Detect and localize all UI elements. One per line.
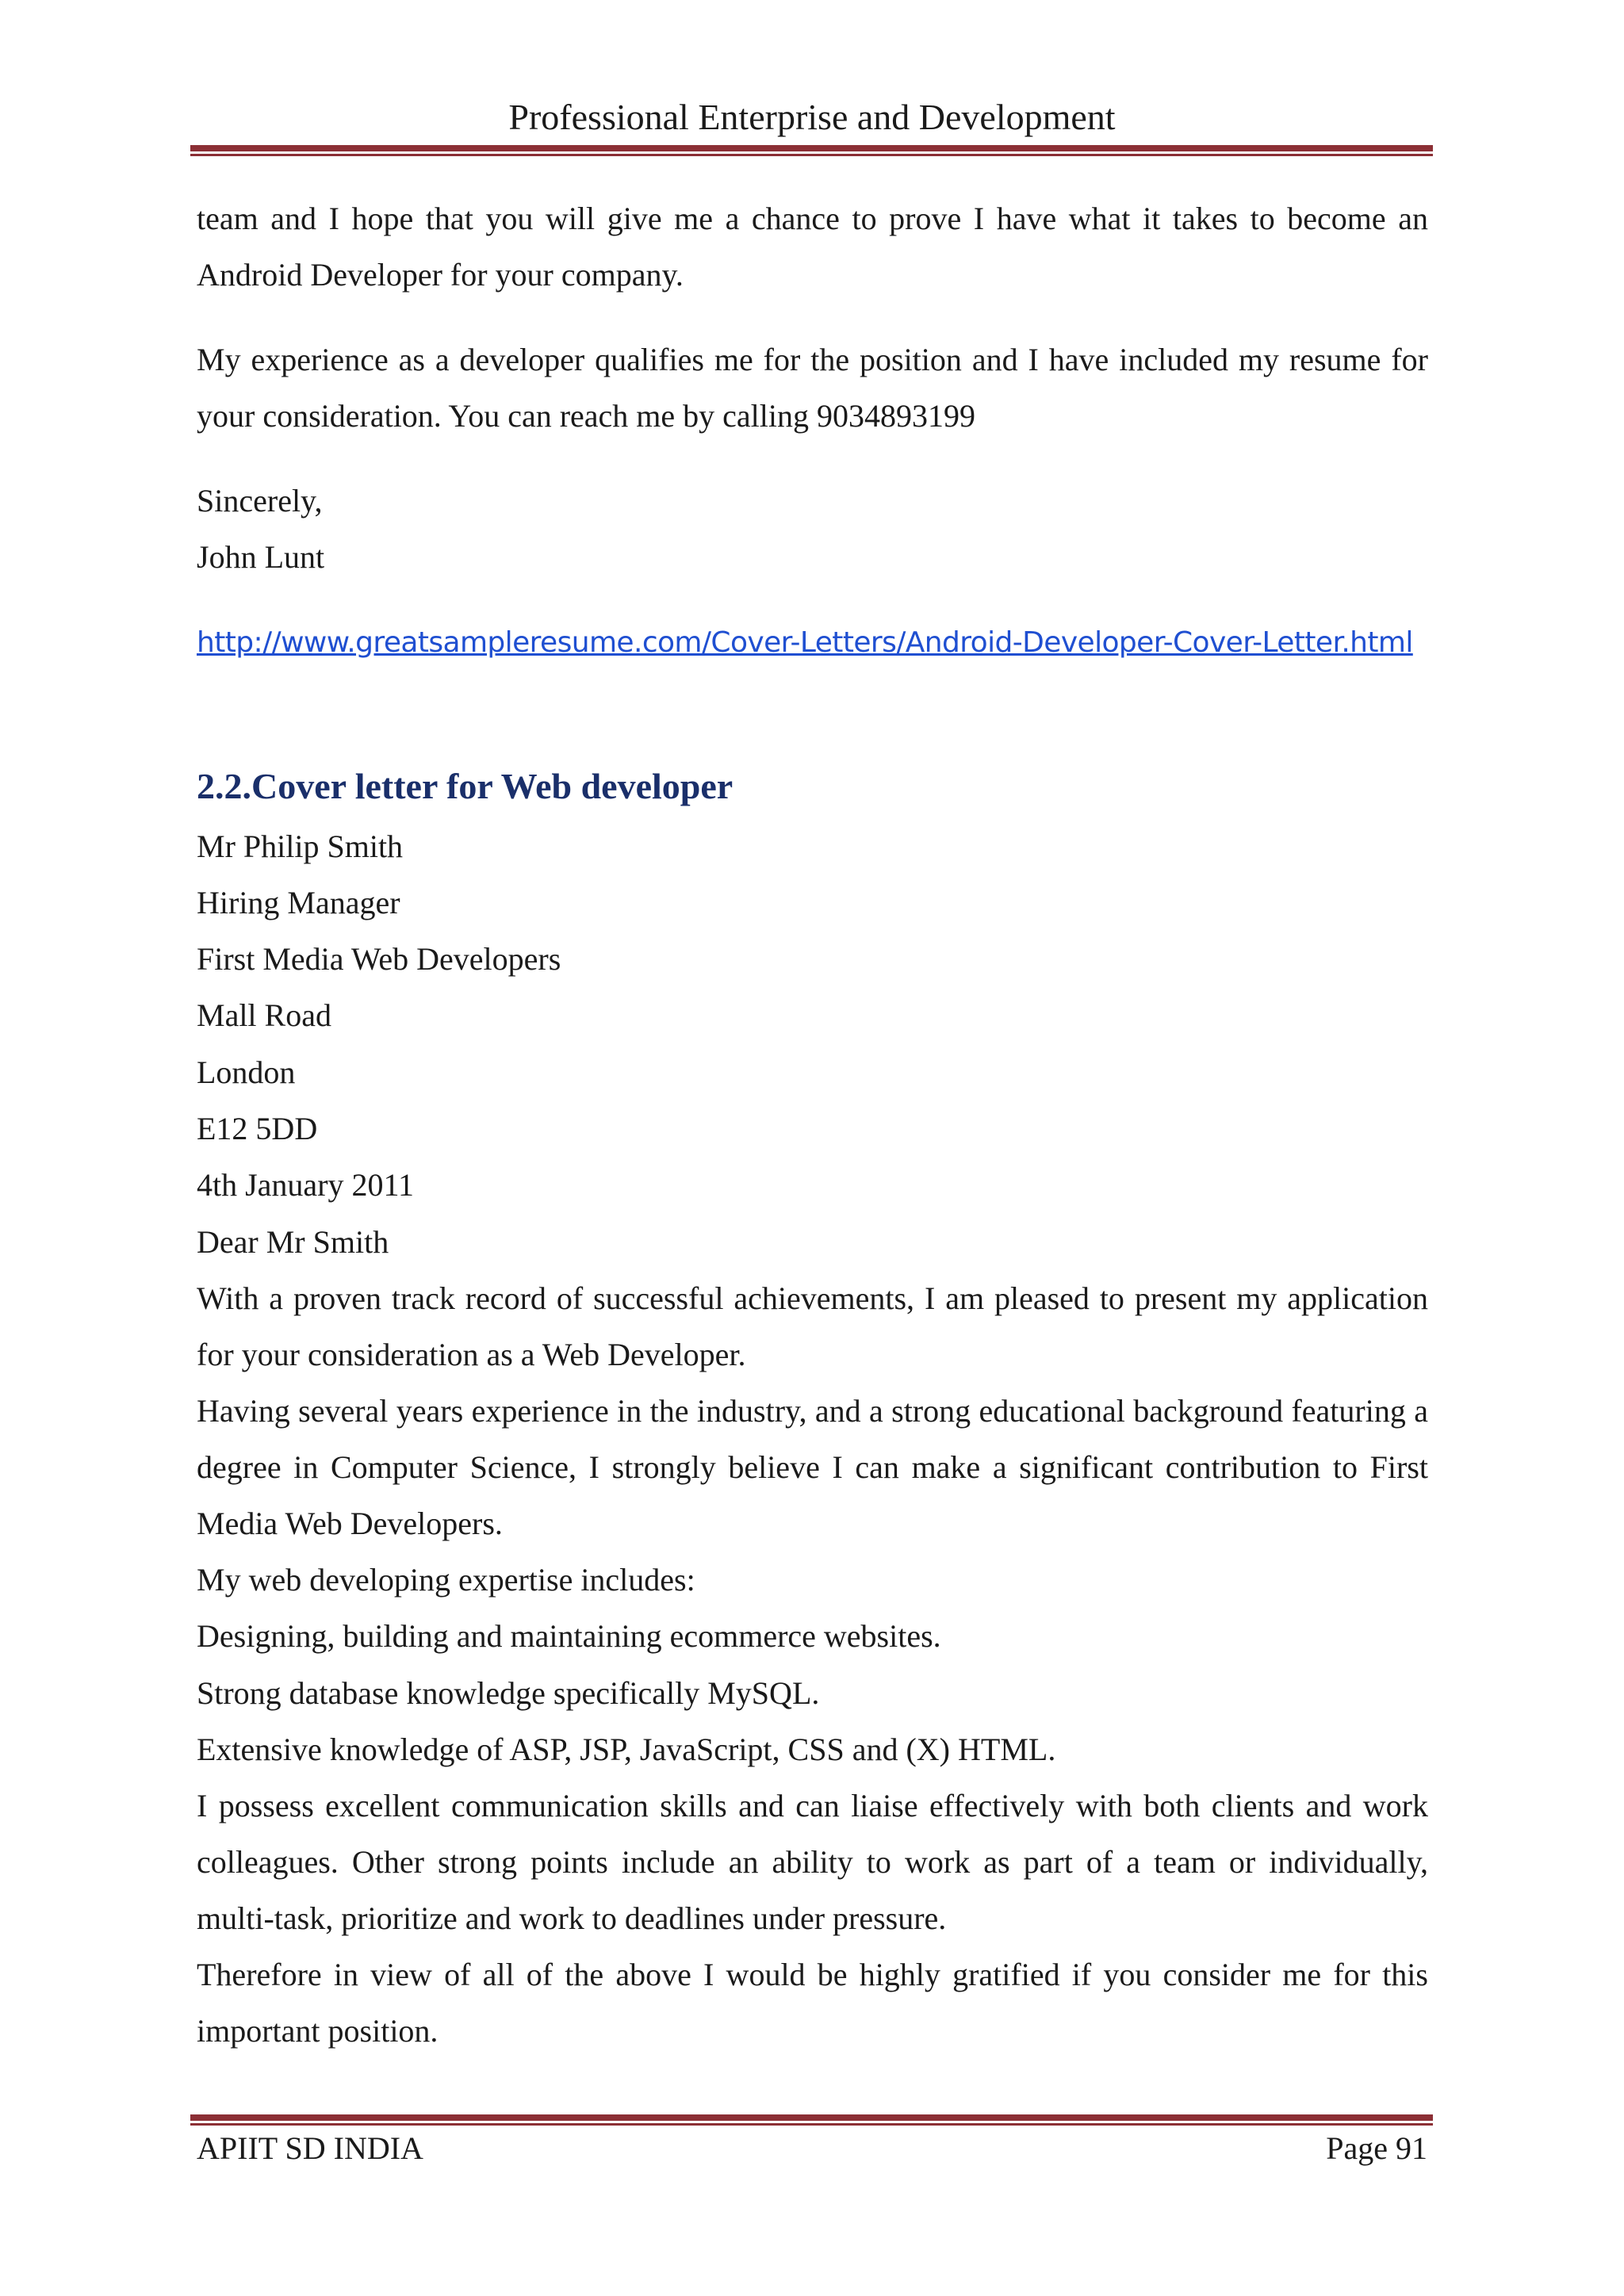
footer-rule — [190, 2114, 1433, 2126]
source-link[interactable]: http://www.greatsampleresume.com/Cover-Letters/Android-Developer-Cover-Letter.html — [197, 626, 1413, 659]
page-body — [197, 190, 1428, 2059]
page-number: Page 91 — [1326, 2130, 1427, 2166]
section-heading: 2.2.Cover letter for Web developer — [197, 765, 733, 806]
address-line: London — [197, 1054, 296, 1090]
header-rule — [190, 145, 1433, 156]
letter2-paragraph-3: I possess excellent communication skills and can liaise effectively with both clients and work colleagues. Other strong points include an ability to work as part of a team or individually, multi-task, prioritize and work to deadlines under pressure. — [197, 1788, 1428, 1937]
address-line: Hiring Manager — [197, 884, 400, 920]
address-line: Mr Philip Smith — [197, 828, 404, 864]
letter1-signature: John Lunt — [197, 539, 325, 576]
letter2-address-block — [197, 818, 1428, 1270]
letter1-closing: Sincerely, — [197, 483, 323, 519]
expertise-intro: My web developing expertise includes: — [197, 1561, 695, 1598]
letter2-paragraph-2: Having several years experience in the industry, and a strong educational background featuring a degree in Computer Science, I strongly believe I can make a significant contribution to First Media Web Developers. — [197, 1392, 1428, 1541]
letter2-paragraph-4: Therefore in view of all of the above I would be highly gratified if you consider me for this important position. — [197, 1957, 1428, 2049]
letter-date: 4th January 2011 — [197, 1167, 415, 1203]
address-line: First Media Web Developers — [197, 941, 561, 978]
salutation: Dear Mr Smith — [197, 1223, 389, 1260]
letter2-paragraph-1: With a proven track record of successful achievements, I am pleased to present my application for your consideration as a Web Developer. — [197, 1280, 1428, 1372]
address-line: Mall Road — [197, 997, 331, 1034]
letter1-paragraph-2: My experience as a developer qualifies me for the position and I have included my resume for your consideration. You can reach me by calling 9034893199 — [197, 342, 1428, 434]
expertise-item: Strong database knowledge specifically MySQL. — [197, 1674, 820, 1711]
page-header-title: Professional Enterprise and Development — [508, 97, 1116, 137]
letter1-paragraph-1: team and I hope that you will give me a chance to prove I have what it takes to become an Android Developer for your company. — [197, 201, 1428, 293]
footer-organization: APIIT SD INDIA — [197, 2130, 423, 2166]
letter1-closing-block — [197, 473, 1428, 586]
address-line: E12 5DD — [197, 1111, 318, 1147]
expertise-item: Extensive knowledge of ASP, JSP, JavaScript, CSS and (X) HTML. — [197, 1731, 1056, 1767]
expertise-item: Designing, building and maintaining ecommerce websites. — [197, 1618, 941, 1655]
